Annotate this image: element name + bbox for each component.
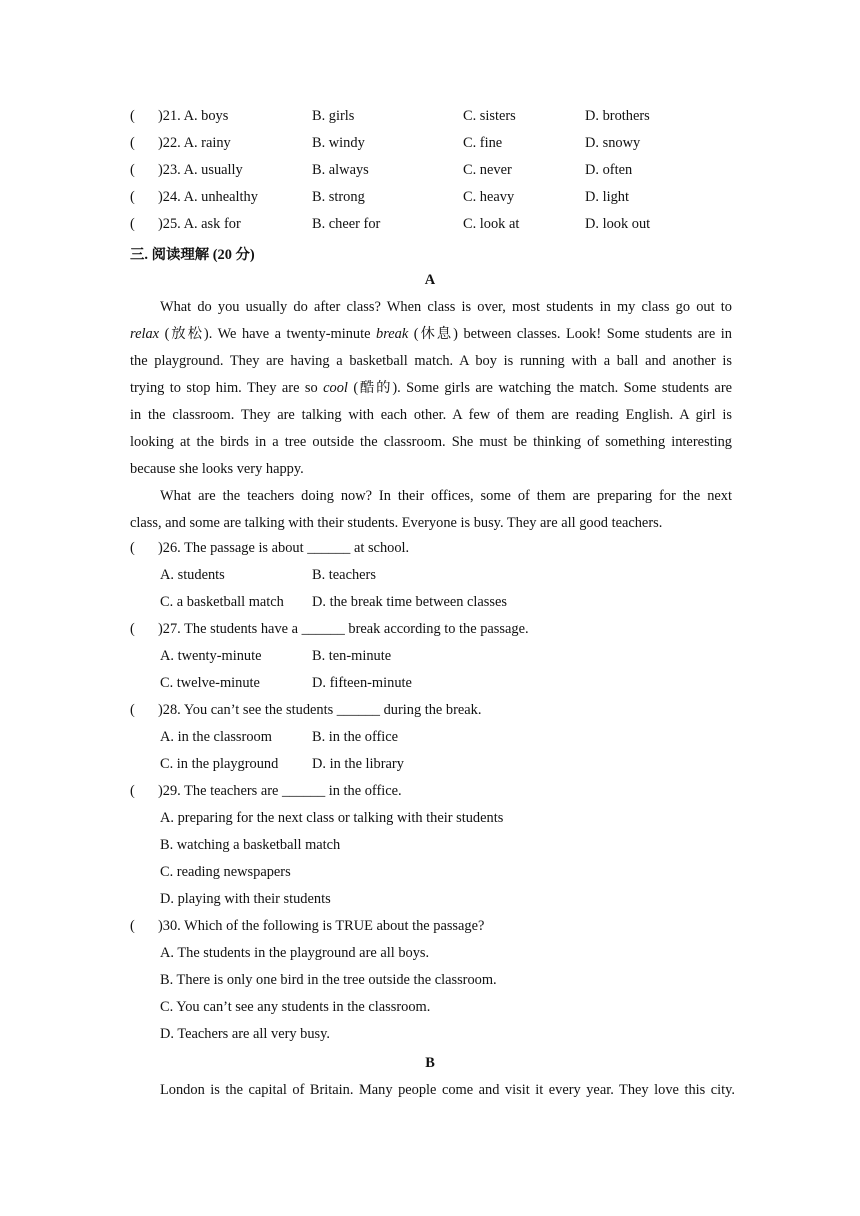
- option-b: B. in the office: [312, 729, 399, 745]
- passage-text: (休息) between classes. Look! Some students are in: [408, 326, 732, 342]
- answer-paren: (: [130, 783, 135, 799]
- option-b: B. There is only one bird in the tree outside the classroom.: [160, 972, 497, 988]
- option-b: B. teachers: [312, 567, 376, 583]
- passage-line: looking at the birds in a tree outside the classroom. She must be thinking of something interesting: [130, 434, 732, 450]
- emphasis-word: relax: [130, 326, 160, 342]
- emphasis-word: cool: [323, 380, 348, 396]
- option-d: D. Teachers are all very busy.: [160, 1026, 331, 1042]
- answer-paren: (: [130, 621, 135, 637]
- question-stem: )29. The teachers are ______ in the office.: [158, 783, 402, 799]
- option-b: B. girls: [312, 108, 355, 124]
- passage-line: What do you usually do after class? When class is over, most students in my class go out to: [160, 299, 732, 315]
- option-c: C. fine: [463, 135, 503, 151]
- answer-paren: (: [130, 918, 135, 934]
- option-d: D. snowy: [585, 135, 641, 151]
- answer-paren: (: [130, 135, 135, 151]
- option-b: B. watching a basketball match: [160, 837, 341, 853]
- passage-a-label: A: [424, 272, 436, 288]
- question-number-option-a: )25. A. ask for: [158, 216, 241, 232]
- option-d: D. fifteen-minute: [312, 675, 412, 691]
- option-c: C. in the playground: [160, 756, 279, 772]
- passage-line: [130, 378, 732, 398]
- option-c: C. heavy: [463, 189, 515, 205]
- passage-text: trying to stop him. They are so: [130, 380, 324, 396]
- answer-paren: (: [130, 702, 135, 718]
- option-d: D. often: [585, 162, 633, 178]
- option-a: A. The students in the playground are all boys.: [160, 945, 430, 961]
- answer-paren: (: [130, 540, 135, 556]
- passage-line: [130, 324, 732, 344]
- question-number-option-a: )24. A. unhealthy: [158, 189, 258, 205]
- option-d: D. playing with their students: [160, 891, 331, 907]
- passage-line: in the classroom. They are talking with each other. A few of them are reading English. A girl is: [130, 407, 732, 423]
- passage-line: class, and some are talking with their students. Everyone is busy. They are all good teachers.: [130, 515, 663, 531]
- passage-line: because she looks very happy.: [130, 461, 304, 477]
- question-stem: )27. The students have a ______ break according to the passage.: [158, 621, 529, 637]
- passage-line: the playground. They are having a basketball match. A boy is running with a ball and another is: [130, 353, 732, 369]
- option-b: B. always: [312, 162, 369, 178]
- option-c: C. look at: [463, 216, 520, 232]
- option-b: B. windy: [312, 135, 365, 151]
- answer-paren: (: [130, 162, 135, 178]
- question-number-option-a: )22. A. rainy: [158, 135, 231, 151]
- option-c: C. never: [463, 162, 512, 178]
- option-b: B. cheer for: [312, 216, 381, 232]
- answer-paren: (: [130, 216, 135, 232]
- section-title: 三. 阅读理解 (20 分): [130, 247, 255, 263]
- answer-paren: (: [130, 108, 135, 124]
- question-number-option-a: )21. A. boys: [158, 108, 229, 124]
- option-a: A. twenty-minute: [160, 648, 262, 664]
- option-d: D. the break time between classes: [312, 594, 507, 610]
- emphasis-word: break: [376, 326, 409, 342]
- passage-b-label: B: [425, 1055, 435, 1071]
- option-a: A. preparing for the next class or talking with their students: [160, 810, 504, 826]
- answer-paren: (: [130, 189, 135, 205]
- passage-line: What are the teachers doing now? In their offices, some of them are preparing for the next: [160, 488, 732, 504]
- option-c: C. a basketball match: [160, 594, 284, 610]
- passage-text: (酷的). Some girls are watching the match. Some students are: [347, 380, 732, 396]
- question-number-option-a: )23. A. usually: [158, 162, 243, 178]
- option-c: C. twelve-minute: [160, 675, 260, 691]
- option-d: D. brothers: [585, 108, 650, 124]
- question-stem: )30. Which of the following is TRUE about the passage?: [158, 918, 485, 934]
- question-stem: )26. The passage is about ______ at school.: [158, 540, 410, 556]
- option-a: A. students: [160, 567, 225, 583]
- option-d: D. in the library: [312, 756, 404, 772]
- option-a: A. in the classroom: [160, 729, 272, 745]
- option-b: B. strong: [312, 189, 365, 205]
- option-c: C. You can’t see any students in the classroom.: [160, 999, 431, 1015]
- option-d: D. light: [585, 189, 629, 205]
- option-b: B. ten-minute: [312, 648, 392, 664]
- passage-text: (放松). We have a twenty-minute: [159, 326, 376, 342]
- question-stem: )28. You can’t see the students ______ during the break.: [158, 702, 482, 718]
- option-c: C. reading newspapers: [160, 864, 291, 880]
- option-d: D. look out: [585, 216, 651, 232]
- passage-b-line: London is the capital of Britain. Many people come and visit it every year. They love this city.: [160, 1082, 735, 1098]
- option-c: C. sisters: [463, 108, 516, 124]
